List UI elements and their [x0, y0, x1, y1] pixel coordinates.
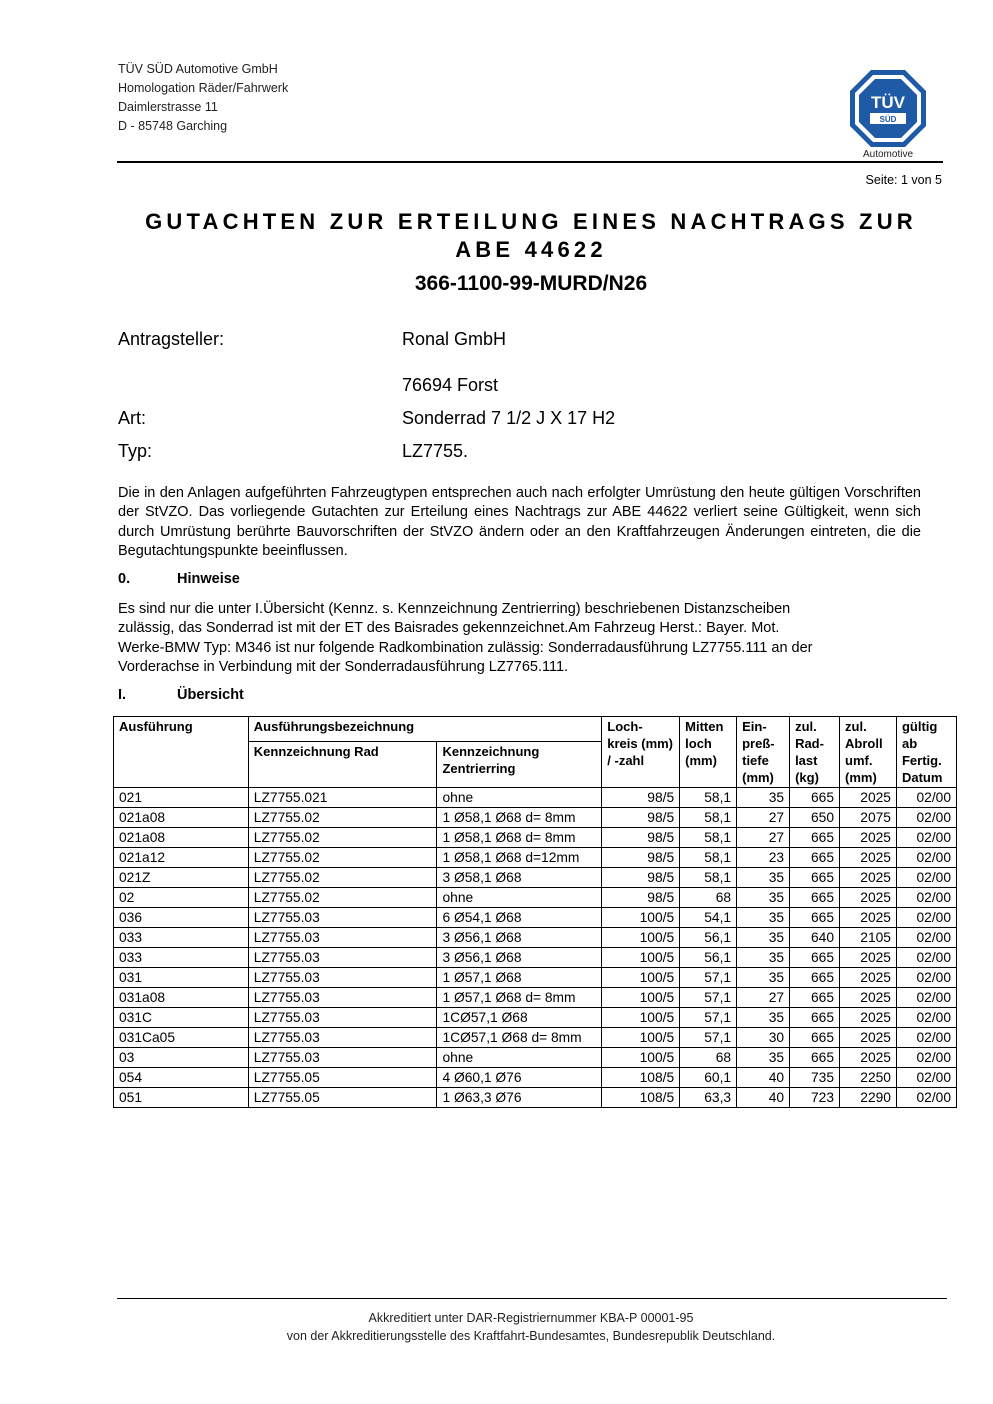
title-line-1: GUTACHTEN ZUR ERTEILUNG EINES NACHTRAGS ZUR [145, 209, 917, 234]
cell-einpresstiefe: 27 [737, 808, 790, 828]
cell-kennz-rad: LZ7755.03 [248, 968, 437, 988]
cell-einpresstiefe: 35 [737, 888, 790, 908]
table-row [114, 928, 957, 948]
cell-mittenloch: 56,1 [680, 948, 737, 968]
cell-gueltig: 02/00 [896, 1088, 956, 1108]
section-heading-hinweise [118, 571, 240, 587]
address-line: Homologation Räder/Fahrwerk [118, 81, 289, 95]
cell-mittenloch: 60,1 [680, 1068, 737, 1088]
cell-gueltig: 02/00 [896, 988, 956, 1008]
table-row [114, 948, 957, 968]
cell-radlast: 665 [790, 968, 840, 988]
applicant-city: 76694 Forst [402, 375, 499, 395]
table-row [114, 868, 957, 888]
address-line: TÜV SÜD Automotive GmbH [118, 62, 278, 76]
table-row [114, 1068, 957, 1088]
cell-abrollumfang: 2025 [840, 888, 897, 908]
section-number: 0. [118, 571, 131, 587]
cell-kennz-rad: LZ7755.03 [248, 1008, 437, 1028]
cell-ausfuehrung: 036 [114, 908, 249, 928]
table-row [114, 848, 957, 868]
cell-kennz-zentrierring: ohne [437, 788, 602, 808]
cell-lochkreis: 100/5 [602, 968, 680, 988]
cell-kennz-rad: LZ7755.03 [248, 1028, 437, 1048]
cell-abrollumfang: 2025 [840, 848, 897, 868]
cell-mittenloch: 57,1 [680, 1008, 737, 1028]
cell-radlast: 665 [790, 1008, 840, 1028]
cell-mittenloch: 56,1 [680, 928, 737, 948]
cell-mittenloch: 68 [680, 888, 737, 908]
cell-mittenloch: 63,3 [680, 1088, 737, 1108]
cell-lochkreis: 98/5 [602, 868, 680, 888]
cell-mittenloch: 58,1 [680, 868, 737, 888]
cell-lochkreis: 100/5 [602, 988, 680, 1008]
cell-kennz-zentrierring: 1CØ57,1 Ø68 [437, 1008, 602, 1028]
cell-mittenloch: 57,1 [680, 968, 737, 988]
cell-kennz-zentrierring: 3 Ø56,1 Ø68 [437, 948, 602, 968]
title-line-2: ABE 44622 [455, 237, 607, 262]
cell-kennz-rad: LZ7755.03 [248, 928, 437, 948]
table-row [114, 1008, 957, 1028]
table-row [114, 808, 957, 828]
hinweise-line: zulässig, das Sonderrad ist mit der ET des Baisrades gekennzeichnet.Am Fahrzeug Herst.: Bayer. Mot. [118, 620, 780, 637]
cell-abrollumfang: 2025 [840, 788, 897, 808]
cell-ausfuehrung: 033 [114, 928, 249, 948]
cell-lochkreis: 108/5 [602, 1068, 680, 1088]
cell-kennz-rad: LZ7755.021 [248, 788, 437, 808]
cell-abrollumfang: 2025 [840, 868, 897, 888]
header-mittenloch: Mitten loch (mm) [680, 717, 737, 788]
cell-kennz-rad: LZ7755.02 [248, 888, 437, 908]
cell-abrollumfang: 2025 [840, 988, 897, 1008]
cell-radlast: 665 [790, 888, 840, 908]
cell-einpresstiefe: 40 [737, 1088, 790, 1108]
hinweise-line: Werke-BMW Typ: M346 ist nur folgende Radkombination zulässig: Sonderradausführung LZ7755.111 an der [118, 639, 813, 656]
table-row [114, 788, 957, 808]
logo-caption: Automotive [862, 149, 914, 160]
cell-ausfuehrung: 02 [114, 888, 249, 908]
address-line: Daimlerstrasse 11 [118, 100, 218, 114]
cell-kennz-zentrierring: 1 Ø57,1 Ø68 [437, 968, 602, 988]
footer-line-2: von der Akkreditierungsstelle des Kraftfahrt-Bundesamtes, Bundesrepublik Deutschland. [286, 1329, 776, 1343]
table-row [114, 908, 957, 928]
cell-abrollumfang: 2025 [840, 1048, 897, 1068]
cell-abrollumfang: 2025 [840, 948, 897, 968]
cell-ausfuehrung: 031 [114, 968, 249, 988]
cell-mittenloch: 68 [680, 1048, 737, 1068]
cell-radlast: 723 [790, 1088, 840, 1108]
cell-kennz-rad: LZ7755.02 [248, 848, 437, 868]
cell-ausfuehrung: 031a08 [114, 988, 249, 1008]
cell-einpresstiefe: 35 [737, 1008, 790, 1028]
cell-gueltig: 02/00 [896, 968, 956, 988]
section-title: Übersicht [177, 687, 244, 703]
cell-radlast: 735 [790, 1068, 840, 1088]
address-line: D - 85748 Garching [118, 119, 228, 133]
footer-divider [117, 1298, 947, 1299]
cell-mittenloch: 58,1 [680, 848, 737, 868]
applicant-label: Antragsteller: [118, 329, 225, 349]
header-kennz-rad: Kennzeichnung Rad [248, 741, 437, 787]
cell-kennz-zentrierring: 1 Ø58,1 Ø68 d= 8mm [437, 828, 602, 848]
cell-ausfuehrung: 031C [114, 1008, 249, 1028]
cell-abrollumfang: 2105 [840, 928, 897, 948]
cell-kennz-rad: LZ7755.02 [248, 808, 437, 828]
cell-kennz-rad: LZ7755.05 [248, 1068, 437, 1088]
cell-kennz-zentrierring: 6 Ø54,1 Ø68 [437, 908, 602, 928]
cell-einpresstiefe: 27 [737, 828, 790, 848]
cell-kennz-rad: LZ7755.03 [248, 908, 437, 928]
cell-mittenloch: 57,1 [680, 988, 737, 1008]
section-heading-uebersicht [118, 687, 244, 703]
cell-ausfuehrung: 033 [114, 948, 249, 968]
logo-subtext: SÜD [879, 115, 897, 124]
table-row [114, 988, 957, 1008]
art-value: Sonderrad 7 1/2 J X 17 H2 [402, 408, 616, 428]
cell-radlast: 665 [790, 868, 840, 888]
cell-ausfuehrung: 03 [114, 1048, 249, 1068]
cell-gueltig: 02/00 [896, 1008, 956, 1028]
cell-radlast: 665 [790, 788, 840, 808]
cell-radlast: 665 [790, 988, 840, 1008]
cell-radlast: 665 [790, 908, 840, 928]
cell-ausfuehrung: 054 [114, 1068, 249, 1088]
hinweise-line: Vorderachse in Verbindung mit der Sonderradausführung LZ7765.111. [118, 658, 569, 675]
cell-abrollumfang: 2025 [840, 1028, 897, 1048]
cell-kennz-zentrierring: 3 Ø56,1 Ø68 [437, 928, 602, 948]
cell-einpresstiefe: 30 [737, 1028, 790, 1048]
cell-kennz-zentrierring: 1 Ø57,1 Ø68 d= 8mm [437, 988, 602, 1008]
cell-lochkreis: 98/5 [602, 788, 680, 808]
header-abrollumfang: zul. Abroll umf. (mm) [840, 717, 897, 788]
cell-mittenloch: 54,1 [680, 908, 737, 928]
cell-ausfuehrung: 021a12 [114, 848, 249, 868]
cell-abrollumfang: 2250 [840, 1068, 897, 1088]
header-kennz-zentrierring: Kennzeichnung Zentrierring [437, 741, 602, 787]
table-row [114, 1088, 957, 1108]
cell-radlast: 665 [790, 948, 840, 968]
overview-table [113, 716, 957, 1108]
header-divider [117, 161, 943, 163]
cell-kennz-rad: LZ7755.03 [248, 988, 437, 1008]
cell-radlast: 640 [790, 928, 840, 948]
cell-einpresstiefe: 23 [737, 848, 790, 868]
cell-kennz-zentrierring: 1 Ø63,3 Ø76 [437, 1088, 602, 1108]
cell-gueltig: 02/00 [896, 928, 956, 948]
table-row [114, 1028, 957, 1048]
cell-ausfuehrung: 021a08 [114, 828, 249, 848]
cell-gueltig: 02/00 [896, 948, 956, 968]
hinweise-paragraph [118, 600, 921, 677]
table-row [114, 968, 957, 988]
cell-abrollumfang: 2025 [840, 968, 897, 988]
table-body [114, 788, 957, 1108]
cell-kennz-zentrierring: 4 Ø60,1 Ø76 [437, 1068, 602, 1088]
cell-gueltig: 02/00 [896, 1048, 956, 1068]
header-einpresstiefe: Ein- preß- tiefe (mm) [737, 717, 790, 788]
cell-gueltig: 02/00 [896, 808, 956, 828]
header-radlast: zul. Rad- last (kg) [790, 717, 840, 788]
cell-lochkreis: 98/5 [602, 888, 680, 908]
cell-einpresstiefe: 27 [737, 988, 790, 1008]
cell-einpresstiefe: 35 [737, 1048, 790, 1068]
section-number: I. [118, 687, 127, 703]
cell-gueltig: 02/00 [896, 788, 956, 808]
cell-gueltig: 02/00 [896, 868, 956, 888]
header-bezeichnung: Ausführungsbezeichnung [248, 717, 601, 742]
cell-kennz-rad: LZ7755.02 [248, 828, 437, 848]
cell-gueltig: 02/00 [896, 848, 956, 868]
cell-kennz-zentrierring: 1 Ø58,1 Ø68 d= 8mm [437, 808, 602, 828]
cell-abrollumfang: 2290 [840, 1088, 897, 1108]
cell-gueltig: 02/00 [896, 908, 956, 928]
cell-lochkreis: 98/5 [602, 828, 680, 848]
cell-gueltig: 02/00 [896, 1028, 956, 1048]
cell-gueltig: 02/00 [896, 828, 956, 848]
header-ausfuehrung: Ausführung [114, 717, 249, 788]
logo-text: TÜV [871, 93, 905, 112]
table-row [114, 1048, 957, 1068]
cell-lochkreis: 100/5 [602, 1028, 680, 1048]
applicant-name: Ronal GmbH [402, 329, 507, 349]
cell-mittenloch: 57,1 [680, 1028, 737, 1048]
typ-value: LZ7755. [402, 441, 469, 461]
footer-line-1: Akkreditiert unter DAR-Registriernummer KBA-P 00001-95 [368, 1311, 694, 1325]
cell-einpresstiefe: 40 [737, 1068, 790, 1088]
cell-lochkreis: 100/5 [602, 1048, 680, 1068]
art-label: Art: [118, 408, 147, 428]
cell-mittenloch: 58,1 [680, 828, 737, 848]
document-title [118, 208, 944, 264]
cell-einpresstiefe: 35 [737, 948, 790, 968]
cell-radlast: 665 [790, 828, 840, 848]
cell-kennz-zentrierring: 1 Ø58,1 Ø68 d=12mm [437, 848, 602, 868]
cell-mittenloch: 58,1 [680, 808, 737, 828]
cell-lochkreis: 98/5 [602, 848, 680, 868]
cell-kennz-rad: LZ7755.03 [248, 948, 437, 968]
cell-kennz-rad: LZ7755.02 [248, 868, 437, 888]
cell-kennz-zentrierring: ohne [437, 1048, 602, 1068]
cell-einpresstiefe: 35 [737, 928, 790, 948]
page-number: Seite: 1 von 5 [865, 173, 942, 187]
cell-lochkreis: 100/5 [602, 948, 680, 968]
cell-ausfuehrung: 021 [114, 788, 249, 808]
cell-lochkreis: 108/5 [602, 1088, 680, 1108]
header-lochkreis: Loch- kreis (mm) / -zahl [602, 717, 680, 788]
hinweise-line: Es sind nur die unter I.Übersicht (Kennz. s. Kennzeichnung Zentrierring) beschriebenen Distanzscheiben [118, 601, 791, 617]
cell-ausfuehrung: 021Z [114, 868, 249, 888]
header-gueltig: gültig ab Fertig. Datum [896, 717, 956, 788]
cell-lochkreis: 100/5 [602, 908, 680, 928]
cell-radlast: 665 [790, 1028, 840, 1048]
sender-address [118, 60, 288, 136]
cell-lochkreis: 100/5 [602, 1008, 680, 1028]
cell-kennz-zentrierring: 1CØ57,1 Ø68 d= 8mm [437, 1028, 602, 1048]
cell-einpresstiefe: 35 [737, 868, 790, 888]
cell-kennz-zentrierring: 3 Ø58,1 Ø68 [437, 868, 602, 888]
cell-kennz-rad: LZ7755.03 [248, 1048, 437, 1068]
document-number: 366-1100-99-MURD/N26 [414, 272, 648, 295]
cell-einpresstiefe: 35 [737, 788, 790, 808]
cell-lochkreis: 100/5 [602, 928, 680, 948]
intro-paragraph: Die in den Anlagen aufgeführten Fahrzeugtypen entsprechen auch nach erfolgter Umrüstung den heute gültigen Vorschriften der StVZO. Das vorliegende Gutachten zur Erteilung eines Nachtrags zur ABE 44622 verliert seine Gültigkeit, wenn sich durch Umrüstung berührte Bauvorschriften der StVZO ändern oder an den Kraftfahrzeugen Änderungen eintreten, die die Begutachtungspunkte beeinflussen. [118, 485, 921, 559]
cell-einpresstiefe: 35 [737, 908, 790, 928]
cell-abrollumfang: 2075 [840, 808, 897, 828]
cell-einpresstiefe: 35 [737, 968, 790, 988]
cell-abrollumfang: 2025 [840, 908, 897, 928]
cell-ausfuehrung: 031Ca05 [114, 1028, 249, 1048]
cell-ausfuehrung: 021a08 [114, 808, 249, 828]
cell-lochkreis: 98/5 [602, 808, 680, 828]
cell-radlast: 665 [790, 848, 840, 868]
cell-abrollumfang: 2025 [840, 828, 897, 848]
cell-ausfuehrung: 051 [114, 1088, 249, 1108]
cell-abrollumfang: 2025 [840, 1008, 897, 1028]
section-title: Hinweise [177, 571, 240, 587]
typ-label: Typ: [118, 441, 153, 461]
table-row [114, 828, 957, 848]
cell-kennz-rad: LZ7755.05 [248, 1088, 437, 1108]
table-row [114, 888, 957, 908]
cell-gueltig: 02/00 [896, 888, 956, 908]
cell-radlast: 650 [790, 808, 840, 828]
cell-gueltig: 02/00 [896, 1068, 956, 1088]
cell-radlast: 665 [790, 1048, 840, 1068]
cell-kennz-zentrierring: ohne [437, 888, 602, 908]
cell-mittenloch: 58,1 [680, 788, 737, 808]
